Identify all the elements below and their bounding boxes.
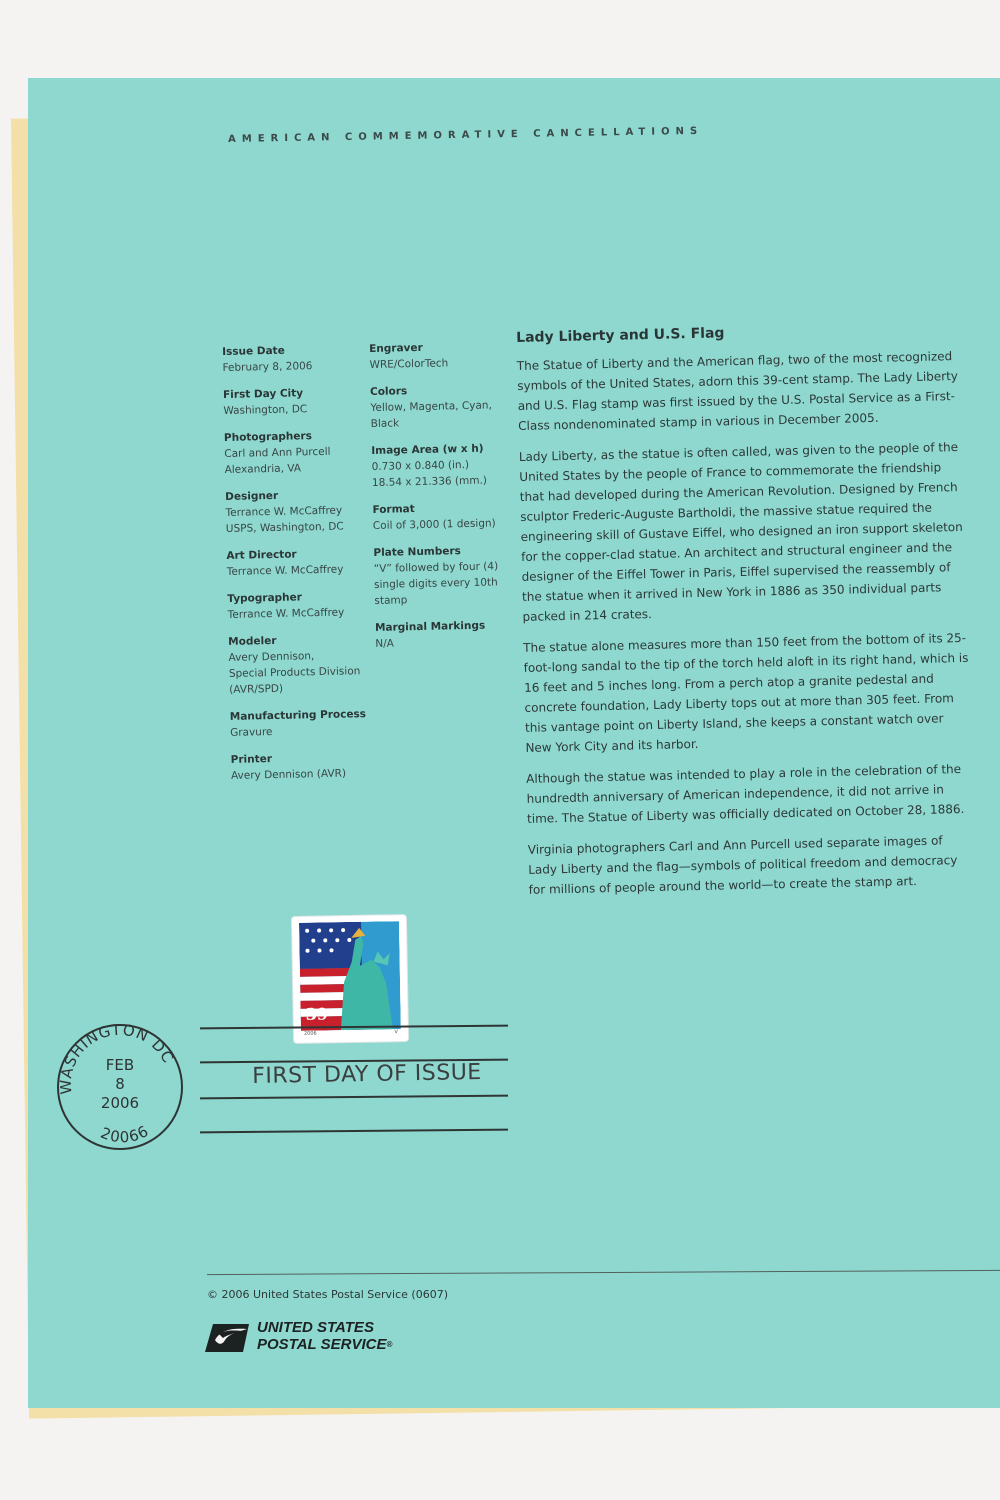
detail-value: Yellow, Magenta, Cyan, Black	[370, 399, 492, 430]
detail-label: First Day City	[222, 387, 304, 401]
article-paragraph: The statue alone measures more than 150 feet from the bottom of its 25-foot-long sandal to the tip of the torch held aloft in its right hand, which is 16 feet and 5 inches long. From a perch atop a granite pedestal and concrete foundation, Lady Liberty tops out at more than 305 feet. From this vantage point on Liberty Island, she keeps a constant watch over New York City and its harbor.	[523, 630, 969, 755]
detail-value: Avery Dennison, Special Products Division (AVR/SPD)	[228, 650, 361, 696]
article-paragraph: Lady Liberty, as the statue is often called, was given to the people of the United States by the people of France to commemorate the friendship that had developed during the American Revolution. Designed by French sculptor Frederic-Auguste Bartholdi, the massive statue required the engineering skill of Gustave Eiffel, who designed an iron support skeleton for the copper-clad statue. An architect and structural engineer and the designer of the Eiffel Tower in Paris, Eiffel supervised the reassembly of the statue when it arrived in New York in 1886 as 350 individual parts packed in 214 crates.	[518, 440, 963, 624]
detail-value: 0.730 x 0.840 (in.) 18.54 x 21.336 (mm.)	[371, 458, 488, 489]
detail-item	[227, 588, 364, 623]
first-day-of-issue-label: FIRST DAY OF ISSUE	[252, 1059, 482, 1089]
series-header: AMERICAN COMMEMORATIVE CANCELLATIONS	[228, 125, 704, 145]
detail-label: Issue Date	[222, 344, 285, 358]
postmark	[55, 1022, 185, 1152]
detail-value: N/A	[375, 637, 395, 650]
stamp-plate-number: V	[394, 1029, 398, 1036]
detail-label: Plate Numbers	[373, 545, 461, 559]
detail-item	[370, 381, 495, 432]
detail-item	[231, 749, 368, 784]
svg-text:20066	[98, 1122, 152, 1147]
detail-label: Manufacturing Process	[229, 708, 367, 723]
footer-divider	[207, 1270, 1000, 1275]
detail-label: Typographer	[227, 591, 303, 605]
detail-item	[228, 631, 366, 698]
article-paragraph: The Statue of Liberty and the American flag, two of the most recognized symbols of the United States, adorn this 39-cent stamp. The Lady Liberty and U.S. Flag stamp was first issued by the U.S. Postal Service as a First-Class nondenominated stamp in various in December 2005.	[516, 349, 959, 433]
detail-label: Art Director	[226, 548, 297, 562]
detail-item	[225, 486, 362, 537]
detail-item	[375, 617, 500, 652]
detail-label: Marginal Markings	[374, 619, 486, 634]
registered-mark: ®	[386, 1340, 393, 1349]
detail-item	[371, 440, 496, 491]
postage-stamp	[292, 915, 408, 1043]
details-right-column	[369, 338, 500, 663]
details-left-column	[222, 341, 368, 795]
detail-label: Modeler	[228, 634, 277, 648]
detail-item	[224, 427, 361, 478]
stamp-denomination: 39	[305, 1004, 329, 1024]
postmark-city: WASHINGTON DC	[56, 1022, 178, 1095]
detail-value: Carl and Ann Purcell Alexandria, VA	[224, 445, 331, 476]
detail-item	[222, 341, 359, 376]
detail-value: Terrance W. McCaffrey	[227, 606, 345, 621]
cancel-line	[200, 1095, 508, 1100]
detail-item	[223, 384, 360, 419]
detail-value: WRE/ColorTech	[369, 357, 449, 371]
detail-item	[369, 338, 494, 373]
usps-wordmark	[257, 1319, 392, 1353]
detail-value: Washington, DC	[223, 403, 308, 417]
postmark-zip: 20066	[98, 1121, 153, 1147]
detail-label: Format	[372, 503, 415, 516]
eagle-icon	[203, 1320, 251, 1354]
usps-line-2: POSTAL SERVICE	[257, 1336, 387, 1353]
article-paragraph: Although the statue was intended to play a role in the celebration of the hundredth anniversary of American independence, it did not arrive in time. The Statue of Liberty was officially dedicated on October 28, 1886.	[526, 762, 965, 826]
detail-item	[372, 499, 497, 534]
copyright-notice: © 2006 United States Postal Service (0607)	[207, 1288, 449, 1301]
detail-value: “V” followed by four (4) single digits every 10th stamp	[373, 560, 499, 607]
detail-item	[226, 545, 363, 580]
detail-label: Photographers	[223, 430, 313, 444]
detail-value: Terrance W. McCaffrey USPS, Washington, DC	[225, 504, 344, 535]
cancel-line	[200, 1129, 508, 1134]
postmark-year: 2006	[100, 1094, 140, 1112]
detail-value: Gravure	[230, 726, 273, 739]
detail-value: Avery Dennison (AVR)	[230, 767, 347, 782]
stamp-year: 2006	[303, 1030, 317, 1037]
usps-line-1: UNITED STATES	[257, 1319, 374, 1336]
usps-logo	[203, 1318, 423, 1358]
detail-value: February 8, 2006	[222, 360, 313, 374]
article-paragraph: Virginia photographers Carl and Ann Purcell used separate images of Lady Liberty and the flag—symbols of political freedom and democracy for millions of people around the world—to create the stamp art.	[527, 833, 958, 897]
detail-label: Designer	[225, 489, 279, 503]
postmark-month: FEB	[105, 1056, 135, 1074]
detail-label: Printer	[230, 753, 273, 766]
detail-label: Image Area (w x h)	[371, 442, 484, 457]
detail-label: Colors	[369, 385, 408, 398]
detail-label: Engraver	[369, 341, 423, 355]
detail-value: Terrance W. McCaffrey	[226, 563, 344, 578]
article-title: Lady Liberty and U.S. Flag	[516, 325, 725, 346]
article	[516, 320, 974, 911]
detail-item	[373, 542, 499, 609]
detail-item	[230, 706, 367, 741]
detail-value: Coil of 3,000 (1 design)	[372, 517, 496, 532]
postmark-day: 8	[115, 1075, 125, 1093]
